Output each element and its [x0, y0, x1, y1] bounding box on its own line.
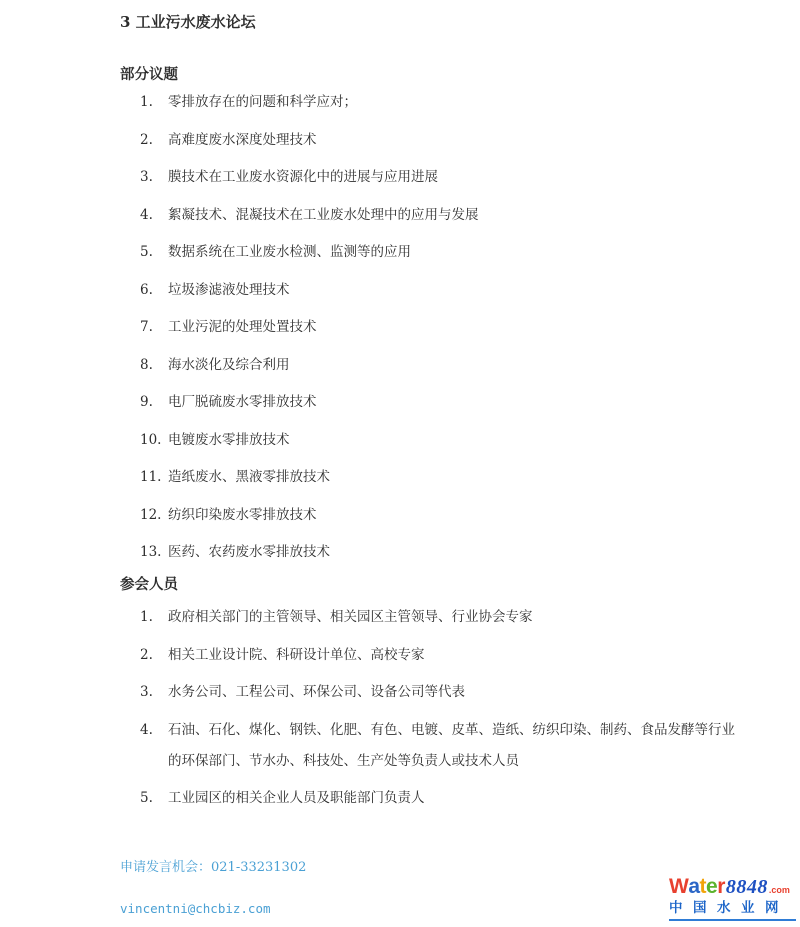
- speaking-request-contact: 申请发言机会：021-33231302: [120, 860, 307, 875]
- logo-domain-suffix: .com: [768, 885, 790, 895]
- section-heading-participants: 参会人员: [120, 576, 178, 593]
- item-text: 絮凝技术、混凝技术在工业废水处理中的应用与发展: [168, 206, 479, 223]
- list-item: [120, 350, 760, 381]
- list-item: [120, 275, 760, 306]
- logo-letter: r: [717, 875, 725, 898]
- page-title: 3 工业污水废水论坛: [120, 13, 256, 31]
- section-heading-topics: 部分议题: [120, 66, 178, 83]
- list-item: [120, 640, 760, 671]
- list-item: [120, 312, 760, 343]
- item-text: 纺织印染废水零排放技术: [168, 506, 317, 523]
- water8848-logo: [669, 876, 796, 921]
- item-text: 数据系统在工业废水检测、监测等的应用: [168, 244, 411, 260]
- topics-list: [120, 87, 760, 568]
- list-item: [120, 462, 760, 493]
- item-text: 零排放存在的问题和科学应对；: [168, 94, 357, 110]
- item-text: 政府相关部门的主管领导、相关园区主管领导、行业协会专家: [168, 609, 533, 625]
- participants-list: [120, 602, 760, 814]
- item-text: 造纸废水、黑液零排放技术: [168, 469, 330, 485]
- logo-chinese-name: 中国水业网: [669, 900, 789, 915]
- list-item: [120, 602, 760, 633]
- item-number: 7.: [140, 319, 153, 335]
- item-number: 2.: [140, 646, 153, 663]
- item-number: 5.: [140, 244, 153, 260]
- item-number: 3.: [140, 169, 153, 185]
- logo-letter: t: [699, 875, 707, 898]
- item-number: 5.: [140, 790, 153, 806]
- item-number: 8.: [140, 356, 153, 373]
- contact-email-link[interactable]: vincentni@chcbiz.com: [120, 901, 271, 916]
- item-number: 11.: [140, 469, 162, 485]
- list-item: [120, 162, 760, 193]
- list-item: [120, 783, 760, 814]
- list-item: [120, 387, 760, 418]
- item-number: 13.: [140, 544, 162, 560]
- list-item: [120, 425, 760, 456]
- list-item: [120, 537, 760, 568]
- item-number: 6.: [140, 281, 153, 298]
- item-text: 医药、农药废水零排放技术: [168, 544, 330, 560]
- item-text: 工业污泥的处理处置技术: [168, 319, 317, 335]
- item-number: 2.: [140, 131, 153, 148]
- item-number: 1.: [140, 609, 153, 625]
- item-text: 电镀废水零排放技术: [168, 431, 290, 448]
- item-number: 3.: [140, 684, 153, 700]
- document-content: [120, 14, 760, 821]
- item-text: 石油、石化、煤化、钢铁、化肥、有色、电镀、皮革、造纸、纺织印染、制药、食品发酵等行业的环保部门、节水办、科技处、生产处等负责人或技术人员: [168, 721, 735, 769]
- item-text: 水务公司、工程公司、环保公司、设备公司等代表: [168, 684, 465, 700]
- list-item: [120, 677, 760, 708]
- list-item: [120, 715, 760, 777]
- item-number: 12.: [140, 506, 162, 523]
- item-text: 垃圾渗滤液处理技术: [168, 281, 290, 298]
- list-item: [120, 125, 760, 156]
- item-number: 9.: [140, 394, 153, 410]
- list-item: [120, 500, 760, 531]
- item-number: 1.: [140, 94, 153, 110]
- item-number: 10.: [140, 431, 162, 448]
- list-item: [120, 87, 760, 118]
- item-number: 4.: [140, 206, 153, 223]
- item-number: 4.: [140, 721, 153, 738]
- list-item: [120, 237, 760, 268]
- list-item: [120, 200, 760, 231]
- item-text: 电厂脱硫废水零排放技术: [168, 394, 317, 410]
- logo-letter: W: [669, 875, 689, 898]
- item-text: 膜技术在工业废水资源化中的进展与应用进展: [168, 169, 438, 185]
- logo-wordmark: [669, 876, 796, 899]
- item-text: 相关工业设计院、科研设计单位、高校专家: [168, 646, 425, 663]
- logo-letter: a: [688, 875, 700, 898]
- item-text: 工业园区的相关企业人员及职能部门负责人: [168, 790, 425, 806]
- item-text: 高难度废水深度处理技术: [168, 131, 317, 148]
- item-text: 海水淡化及综合利用: [168, 356, 290, 373]
- logo-underline: [669, 919, 796, 921]
- logo-letter: e: [706, 875, 718, 898]
- logo-number: 8848: [725, 876, 768, 898]
